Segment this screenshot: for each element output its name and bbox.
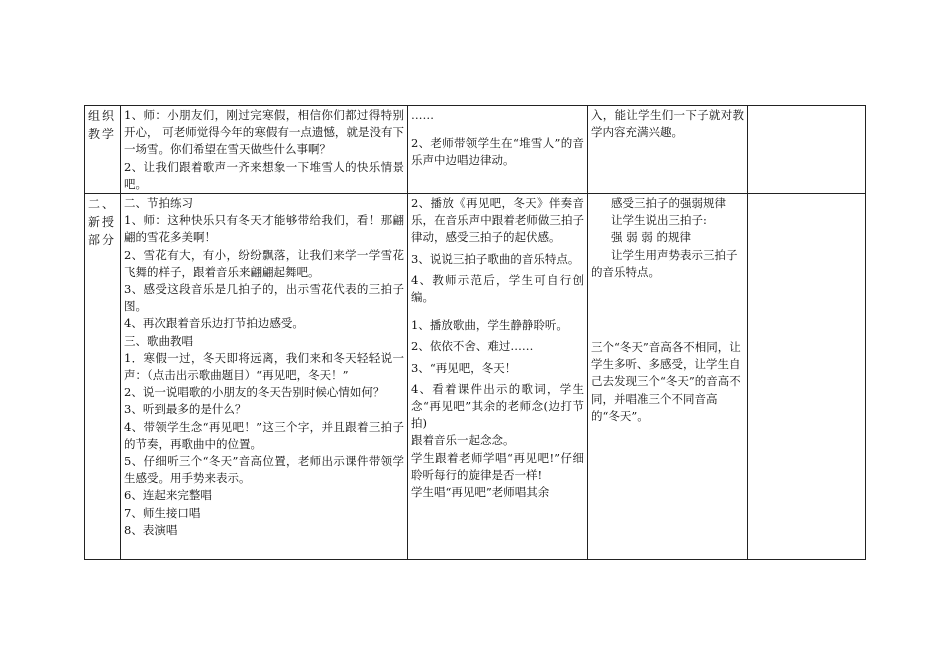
blank-cell [748,106,866,194]
teacher-step: 2、说一说唱歌的小朋友的冬天告别时候心情如何？ [124,385,385,400]
stage-label: 新授 [88,215,117,230]
design-intent-cell [588,194,748,560]
student-step: 4、教师示范后，学生可自行创编。 [411,272,584,305]
teacher-step: 5、仔细听三个“冬天”音高位置，老师出示课件带领学生感受。用手势来表示。 [124,454,404,486]
intent-text: 让学生说出三拍子: [611,213,707,228]
section-heading: 三、歌曲教唱 [124,333,193,348]
student-step: 1、播放歌曲，学生静静聆听。 [411,318,568,333]
section-heading: 二、节拍练习 [124,196,193,211]
teacher-activity-cell [121,194,408,560]
stage-cell [85,194,121,560]
teacher-step: 1、师：小朋友们，刚过完寒假，相信你们都过得特别开心， 可老师觉得今年的寒假有一点遗憾，就是没有下一场雪。你们希望在雪天做些什么事啊？ [124,108,404,157]
teacher-step: 3、听到最多的是什么？ [124,402,247,417]
teacher-step: 3、感受这段音乐是几拍子的，出示雪花代表的三拍子图。 [124,282,404,314]
spacer [591,281,744,339]
student-step: 学生唱“再见吧”老师唱其余 [411,485,550,500]
stage-label: 教学 [88,127,117,141]
stage-cell [85,106,121,194]
teacher-step: 8、表演唱 [124,522,178,537]
student-step: 2、依依不舍、难过…… [411,339,534,354]
student-step: 4、看着课件出示的歌词，学生念“再见吧”其余的老师念(边打节拍) [411,381,584,431]
intent-text: 三个“冬天”音高各不相同，让学生多听、多感受，让学生自己去发现三个“冬天”的音高不同，并唱准三个不同音高的“冬天”。 [591,340,741,423]
teacher-step: 7、师生接口唱 [124,505,201,520]
spacer [411,124,584,135]
teacher-step: 2、雪花有大，有小，纷纷飘落，让我们来学一学雪花飞舞的样子，跟着音乐来翩翩起舞吧。 [124,247,404,279]
student-activity-cell [408,194,588,560]
table-row [85,194,866,560]
teacher-step: 2、让我们跟着歌声一齐来想象一下堆雪人的快乐情景吧。 [124,159,404,191]
lesson-plan-table [84,105,866,560]
student-step: 学生跟着老师学唱“再见吧!”仔细聆听每行的旋律是否一样! [411,450,584,482]
student-step: 2、老师带领学生在“堆雪人”的音乐声中边唱边律动。 [411,136,584,168]
blank-cell [748,194,866,560]
stage-label: 组织 [88,109,117,123]
teacher-step: 1、师：这种快乐只有冬天才能够带给我们，看！那翩翩的雪花多美啊！ [124,213,404,245]
student-step: …… [411,108,434,122]
teacher-step: 6、连起来完整唱 [124,488,212,503]
student-step: 3、“再见吧，冬天！ [411,360,517,375]
stage-label: 二、 [88,197,117,212]
stage-label: 部分 [88,233,117,248]
student-activity-cell [408,106,588,194]
teacher-step: 4、再次跟着音乐边打节拍边感受。 [124,316,304,331]
intent-text: 让学生用声势表示三拍子的音乐特点。 [591,247,738,279]
student-step: 2、播放《再见吧，冬天》伴奏音乐，在音乐声中跟着老师做三拍子律动，感受三拍子的起伏感。 [411,196,584,245]
teacher-activity-cell [121,106,408,194]
design-intent-cell [588,106,748,194]
spacer [411,306,584,317]
student-step: 3、说说三拍子歌曲的音乐特点。 [411,251,580,266]
intent-text: 感受三拍子的强弱规律 [611,196,726,211]
teacher-step: 1．寒假一过，冬天即将远离，我们来和冬天轻轻说一声：（点击出示歌曲题目）“再见吧，冬天！” [124,350,404,383]
intent-text: 入，能让学生们一下子就对教学内容充满兴趣。 [591,108,744,140]
student-step: 跟着音乐一起念念。 [411,433,515,448]
table-row [85,106,866,194]
teacher-step: 4、带领学生念“再见吧！”这三个字，并且跟着三拍子的节奏，再歌曲中的位置。 [124,419,404,451]
intent-text: 强 弱 弱 的规律 [611,230,691,245]
